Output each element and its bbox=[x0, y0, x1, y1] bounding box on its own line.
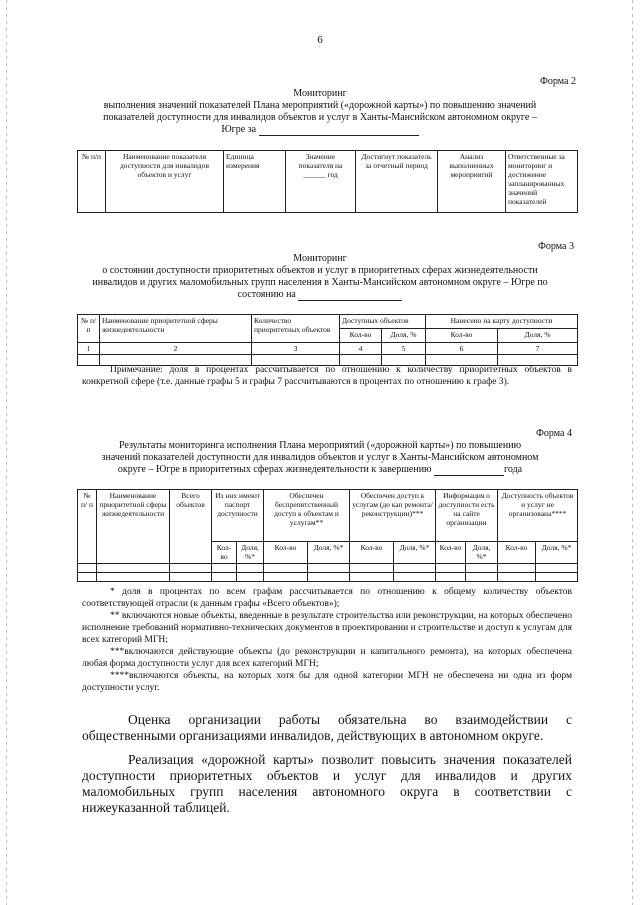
form4-header-total: Всего объектов bbox=[170, 490, 212, 564]
form4-empty-cell bbox=[97, 573, 170, 582]
blank-line bbox=[298, 300, 402, 301]
form3-colnum: 1 bbox=[78, 343, 100, 355]
form4-header-qty: Кол-во bbox=[498, 542, 536, 564]
form3-note: Примечание: доля в процентах рассчитывается по отношению к количеству приоритетных объектов в конкретной сфере (т.е. данные графы 5 и графы 7 рассчитываются в процентах по отношению к графе 3). bbox=[82, 365, 572, 387]
form4-table bbox=[77, 489, 578, 582]
form4-header-num: № п/ п bbox=[78, 490, 97, 564]
form3-colnum: 6 bbox=[426, 343, 498, 355]
form3-label: Форма 3 bbox=[538, 241, 574, 252]
form3-header-qty: Кол-во bbox=[340, 329, 382, 343]
form4-empty-cell bbox=[264, 573, 308, 582]
form3-header-qty: Кол-во bbox=[426, 329, 498, 343]
form3-colnum: 3 bbox=[252, 343, 340, 355]
form4-header-qty: Кол-во bbox=[436, 542, 466, 564]
form4-header-share: Доля, %* bbox=[536, 542, 578, 564]
form4-empty-cell bbox=[237, 573, 264, 582]
form4-empty-cell bbox=[436, 564, 466, 573]
form3-header-share: Доля, % bbox=[498, 329, 578, 343]
form4-empty-cell bbox=[97, 564, 170, 573]
form2-table bbox=[77, 150, 578, 213]
form4-empty-cell bbox=[466, 573, 498, 582]
form4-header-share: Доля, %* bbox=[466, 542, 498, 564]
footnote: ***включаются действующие объекты (до реконструкции и капитального ремонта), на которых обеспечена любая форма доступности услуг для всех категорий МГН; bbox=[82, 647, 572, 669]
form4-empty-cell bbox=[170, 564, 212, 573]
form4-header-after-repair: Обеспечен доступ к услугам (до кап ремонта/ реконструкции)*** bbox=[350, 490, 436, 542]
form4-empty-cell bbox=[394, 573, 436, 582]
form4-empty-cell bbox=[536, 564, 578, 573]
form4-title: Результаты мониторинга исполнения Плана мероприятий («дорожной карты») по повышению значений показателей доступности для инвалидов объектов и услуг в Ханты-Мансийском автономном округе – Югре в приоритетных сферах жизнедеятельности к завершению года bbox=[101, 440, 539, 475]
form4-header-share: Доля, %* bbox=[237, 542, 264, 564]
form4-empty-cell bbox=[212, 564, 237, 573]
page-number: 6 bbox=[317, 34, 323, 46]
form4-empty-cell bbox=[466, 564, 498, 573]
form4-empty-cell bbox=[350, 573, 394, 582]
scan-edge-right bbox=[632, 0, 633, 905]
form4-header-share: Доля, %* bbox=[394, 542, 436, 564]
footnote: * доля в процентах по всем графам рассчитывается по отношению к общему количеству объектов соответствующей отрасли (к данным графы «Всего объектов»); bbox=[82, 587, 572, 609]
blank-line bbox=[434, 475, 504, 476]
form3-title: Мониторинг о состоянии доступности приоритетных объектов и услуг в приоритетных сферах жизнедеятельности инвалидов и других маломобильных групп населения в Ханты-Мансийском автономном округе – Югре по состоянию на bbox=[92, 253, 548, 300]
form4-empty-cell bbox=[237, 564, 264, 573]
form3-colnum: 2 bbox=[100, 343, 252, 355]
form2-title: Мониторинг выполнения значений показателей Плана мероприятий («дорожной карты») по повышению значений показателей доступности для инвалидов объектов и услуг в Ханты-Мансийском автономном округе – Югре за bbox=[103, 88, 537, 135]
form3-header-count: Количество приоритетных объектов bbox=[252, 315, 340, 343]
form4-empty-cell bbox=[308, 564, 350, 573]
form4-header-qty: Кол-во bbox=[212, 542, 237, 564]
form2-header-value: Значение показателя на ______ год bbox=[286, 151, 356, 213]
footnote: ****включаются объекты, на которых хотя бы для одной категории МГН не обеспечена ни одна из форм доступности услуг. bbox=[82, 671, 572, 693]
form2-header-num: № п/п bbox=[78, 151, 106, 213]
form3-table bbox=[77, 314, 578, 366]
form4-header-qty: Кол-во bbox=[350, 542, 394, 564]
form4-header-barrier-free: Обеспечен беспрепятственный доступ к объектам и услугам** bbox=[264, 490, 350, 542]
form4-header-passport: Из них имеют паспорт доступности bbox=[212, 490, 264, 542]
form4-empty-cell bbox=[78, 564, 97, 573]
form4-empty-cell bbox=[498, 564, 536, 573]
form4-empty-cell bbox=[212, 573, 237, 582]
scan-edge-left bbox=[6, 0, 7, 905]
form4-footnotes bbox=[82, 586, 572, 694]
form3-header-mapped: Нанесено на карту доступности bbox=[426, 315, 578, 329]
form3-header-accessible: Доступных объектов bbox=[340, 315, 426, 329]
form4-header-share: Доля, %* bbox=[308, 542, 350, 564]
form4-empty-cell bbox=[436, 573, 466, 582]
form2-header-achieved: Достигнут показатель за отчетный период bbox=[356, 151, 438, 213]
form3-colnum: 5 bbox=[382, 343, 426, 355]
body-text bbox=[82, 712, 572, 824]
blank-line bbox=[259, 135, 419, 136]
form4-empty-cell bbox=[170, 573, 212, 582]
form3-header-name: Наименование приоритетной сферы жизнедеятельности bbox=[100, 315, 252, 343]
form4-empty-cell bbox=[264, 564, 308, 573]
form3-colnum: 4 bbox=[340, 343, 382, 355]
form4-header-accessible-org: Доступность объектов и услуг не организована**** bbox=[498, 490, 578, 542]
form4-label: Форма 4 bbox=[536, 428, 572, 439]
form3-colnum: 7 bbox=[498, 343, 578, 355]
form4-header-name: Наименование приоритетной сферы жизнедеятельности bbox=[97, 490, 170, 564]
form4-empty-cell bbox=[350, 564, 394, 573]
form2-header-responsible: Ответственные за мониторинг и достижение запланированных значений показателей bbox=[506, 151, 578, 213]
form4-header-qty: Кол-во bbox=[264, 542, 308, 564]
form4-empty-cell bbox=[498, 573, 536, 582]
footnote: ** включаются новые объекты, введенные в результате строительства или реконструкции, на которых обеспечено исполнение требований нормативно-технических документов в проектировании и строительстве и доступ к услугам для всех категорий МГН; bbox=[82, 611, 572, 645]
form2-header-analysis: Анализ выполненных мероприятий bbox=[438, 151, 506, 213]
form4-empty-cell bbox=[394, 564, 436, 573]
form3-header-share: Доля, % bbox=[382, 329, 426, 343]
form4-empty-cell bbox=[536, 573, 578, 582]
form4-empty-cell bbox=[78, 573, 97, 582]
form2-label: Форма 2 bbox=[540, 76, 576, 87]
form2-header-name: Наименование показателя доступности для инвалидов объектов и услуг bbox=[106, 151, 224, 213]
form3-header-num: № п/п bbox=[78, 315, 100, 343]
form4-empty-cell bbox=[308, 573, 350, 582]
form2-header-unit: Единица измерения bbox=[224, 151, 286, 213]
paragraph: Реализация «дорожной карты» позволит повысить значения показателей доступности приоритетных объектов и услуг для инвалидов и других маломобильных групп населения автономного округа в соответствии с нижеуказанной таблицей. bbox=[82, 752, 572, 815]
form4-header-info-site: Информация о доступности есть на сайте организации bbox=[436, 490, 498, 542]
paragraph: Оценка организации работы обязательна во взаимодействии с общественными организациями инвалидов, действующих в автономном округе. bbox=[82, 712, 572, 743]
